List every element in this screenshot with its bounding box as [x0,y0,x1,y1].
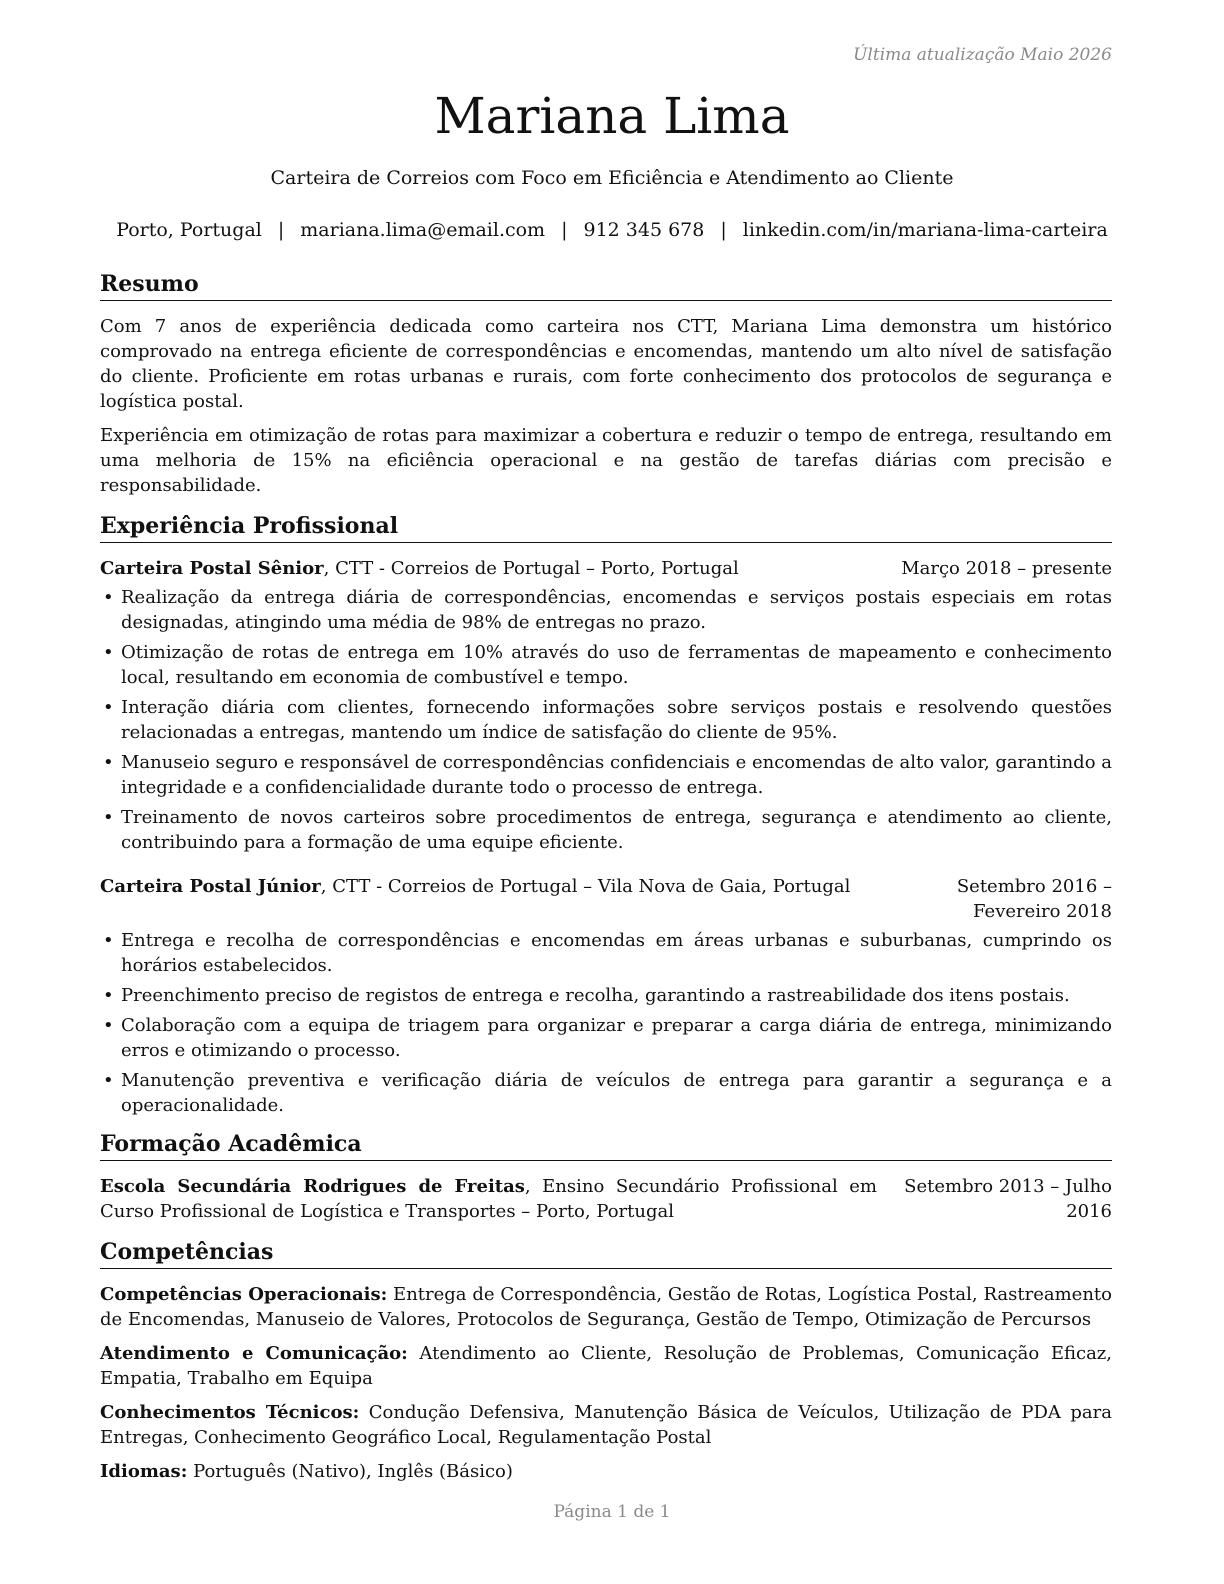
skill-group-text: Entrega de Correspondência, Gestão de Rotas, Logística Postal, Rastreamento de Encomendas, Manuseio de Valores, Protocolos de Segurança, Gestão de Tempo, Otimização de Percursos [100,1284,1112,1330]
education-details [100,1174,877,1224]
contact-location: Porto, Portugal [116,219,262,241]
skill-group [100,1400,1112,1450]
job-role: Carteira Postal Sênior [100,558,324,579]
job-header [100,874,1112,924]
job-organization: , CTT - Correios de Portugal – Porto, Portugal [323,558,739,579]
tagline: Carteira de Correios com Foco em Eficiência e Atendimento ao Cliente [270,167,954,189]
section-title-experience: Experiência Profissional [100,512,1112,543]
skill-group [100,1341,1112,1391]
job-title-line [100,556,901,581]
list-item: • Otimização de rotas de entrega em 10% através do uso de ferramentas de mapeamento e conhecimento local, resultando em economia de combustível e tempo. [103,642,1112,688]
skill-group-label: Competências Operacionais: [100,1284,388,1305]
section-title-skills: Competências [100,1238,1112,1269]
skill-group [100,1282,1112,1332]
education-entry [100,1174,1112,1224]
job-title-line [100,874,867,924]
skill-group-label: Idiomas: [100,1461,188,1482]
bullet-icon: • [103,985,114,1006]
job-bullets [100,585,1112,855]
bullet-icon: • [103,642,114,663]
skill-group-text: Português (Nativo), Inglês (Básico) [187,1461,513,1482]
resume-content [100,270,1112,1493]
bullet-icon: • [103,697,114,718]
school-name: Escola Secundária Rodrigues de Freitas [100,1176,525,1197]
list-item: • Preenchimento preciso de registos de entrega e recolha, garantindo a rastreabilidade dos itens postais. [103,985,1070,1006]
bullet-icon: • [103,752,114,773]
contact-line [0,219,1224,241]
list-item: • Manuseio seguro e responsável de correspondências confidenciais e encomendas de alto valor, garantindo a integridade e a confidencialidade durante todo o processo de entrega. [103,752,1112,798]
list-item: • Manutenção preventiva e verificação diária de veículos de entrega para garantir a segurança e a operacionalidade. [103,1070,1112,1116]
bullet-icon: • [103,587,114,608]
bullet-icon: • [103,807,114,828]
skills-list [100,1282,1112,1484]
skill-group-text: Atendimento ao Cliente, Resolução de Problemas, Comunicação Eficaz, Empatia, Trabalho em Equipa [100,1343,1113,1389]
education-dates: Setembro 2013 – Julho 2016 [904,1176,1112,1222]
job-dates: Março 2018 – presente [901,558,1112,579]
list-item: • Treinamento de novos carteiros sobre procedimentos de entrega, segurança e atendimento ao cliente, contribuindo para a formação de uma equipe eficiente. [103,807,1112,853]
skill-group-text: Condução Defensiva, Manutenção Básica de Veículos, Utilização de PDA para Entregas, Conhecimento Geográfico Local, Regulamentação Postal [100,1402,1112,1448]
contact-separator: | [561,219,568,241]
skill-group-label: Conhecimentos Técnicos: [100,1402,360,1423]
section-title-education: Formação Acadêmica [100,1130,1112,1161]
job-bullets [100,928,1112,1118]
job-role: Carteira Postal Júnior [100,876,321,897]
contact-separator: | [277,219,285,241]
program-name: , Ensino Secundário Profissional em Curso Profissional de Logística e Transportes – Porto, Portugal [100,1176,877,1222]
contact-phone: 912 345 678 [583,219,705,241]
skill-group [100,1459,1112,1484]
candidate-name: Mariana Lima [434,87,790,145]
contact-separator: | [720,219,727,241]
list-item: • Interação diária com clientes, fornecendo informações sobre serviços postais e resolvendo questões relacionadas a entregas, mantendo um índice de satisfação do cliente de 95%. [103,697,1112,743]
job-entry [100,556,1112,855]
page-number: Página 1 de 1 [553,1502,671,1522]
summary-paragraph: Experiência em otimização de rotas para maximizar a cobertura e reduzir o tempo de entrega, resultando em uma melhoria de 15% na eficiência operacional e na gestão de tarefas diárias com precisão e responsabilidade. [100,425,1112,496]
job-dates: Setembro 2016 – Fevereiro 2018 [956,876,1112,922]
contact-linkedin[interactable]: linkedin.com/in/mariana-lima-carteira [742,219,1108,241]
contact-email[interactable]: mariana.lima@email.com [300,219,546,241]
bullet-icon: • [103,1070,114,1091]
bullet-icon: • [103,1015,114,1036]
list-item: • Colaboração com a equipa de triagem para organizar e preparar a carga diária de entrega, minimizando erros e otimizando o processo. [103,1015,1112,1061]
job-organization: , CTT - Correios de Portugal – Vila Nova de Gaia, Portugal [320,876,851,897]
summary-paragraph: Com 7 anos de experiência dedicada como carteira nos CTT, Mariana Lima demonstra um histórico comprovado na entrega eficiente de correspondências e encomendas, mantendo um alto nível de satisfação do cliente. Proficiente em rotas urbanas e rurais, com forte conhecimento dos protocolos de segurança e logística postal. [100,316,1112,412]
bullet-icon: • [103,930,114,951]
job-header [100,556,1112,581]
list-item: • Realização da entrega diária de correspondências, encomendas e serviços postais especiais em rotas designadas, atingindo uma média de 98% de entregas no prazo. [103,587,1112,633]
section-title-summary: Resumo [100,270,1112,301]
job-entry [100,874,1112,1118]
list-item: • Entrega e recolha de correspondências e encomendas em áreas urbanas e suburbanas, cumprindo os horários estabelecidos. [103,930,1112,976]
skill-group-label: Atendimento e Comunicação: [100,1343,408,1364]
last-updated: Última atualização Maio 2026 [853,45,1112,65]
